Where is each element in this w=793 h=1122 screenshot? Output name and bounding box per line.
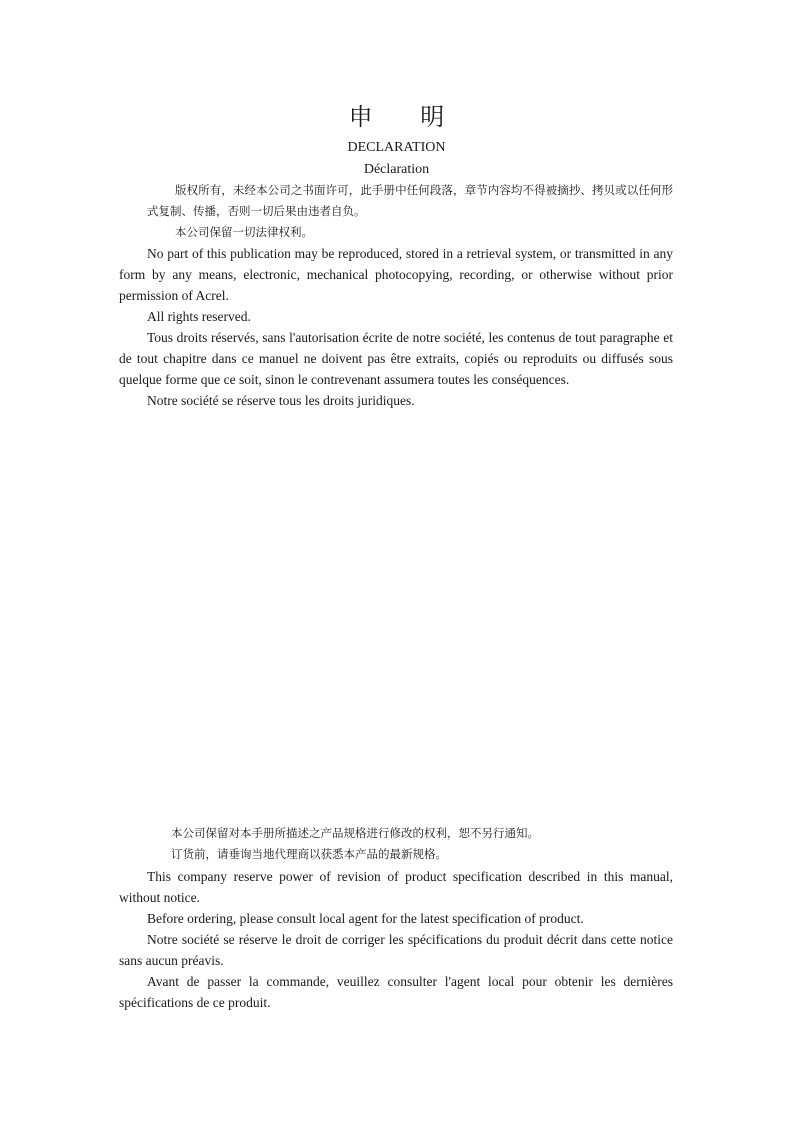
copyright-notice-english: No part of this publication may be reproduced, stored in a retrieval system, or transmitted in any form by any means, electronic, mechanical photocopying, recording, or otherwise without prior permission of Acrel. <box>119 246 673 303</box>
page-title-chinese: 申 明 <box>348 103 465 131</box>
copyright-notice-chinese: 版权所有，未经本公司之书面许可，此手册中任何段落，章节内容均不得被摘抄、拷贝或以任何形式复制、传播，否则一切后果由违者自负。 <box>147 183 673 218</box>
revision-notice-french: Notre société se réserve le droit de corriger les spécifications du produit décrit dans cette notice sans aucun préavis. <box>119 932 673 968</box>
ordering-notice-french: Avant de passer la commande, veuillez consulter l'agent local pour obtenir les dernières spécifications de ce produit. <box>119 974 673 1010</box>
bottom-western-section <box>119 866 673 1013</box>
revision-notice-english: This company reserve power of revision of product specification described in this manual, without notice. <box>119 869 673 905</box>
ordering-notice-english: Before ordering, please consult local agent for the latest specification of product. <box>147 911 584 926</box>
bottom-chinese-section <box>147 823 673 865</box>
copyright-notice-french: Tous droits réservés, sans l'autorisation écrite de notre société, les contenus de tout paragraphe et de tout chapitre dans ce manuel ne doivent pas être extraits, copiés ou reproduits ou diffusés sous quelque forme que ce soit, sinon le contrevenant assumera toutes les conséquences. <box>119 330 673 387</box>
page-title-french: Déclaration <box>363 162 430 177</box>
top-western-section <box>119 243 673 411</box>
ordering-notice-chinese: 订货前，请垂询当地代理商以获悉本产品的最新规格。 <box>171 847 447 861</box>
rights-reserved-english: All rights reserved. <box>147 309 251 324</box>
page-title-english: DECLARATION <box>347 140 446 155</box>
rights-reserved-french: Notre société se réserve tous les droits juridiques. <box>147 393 415 408</box>
top-chinese-section <box>147 180 673 243</box>
rights-reserved-chinese: 本公司保留一切法律权利。 <box>175 225 313 239</box>
revision-notice-chinese: 本公司保留对本手册所描述之产品规格进行修改的权利，恕不另行通知。 <box>171 826 539 840</box>
